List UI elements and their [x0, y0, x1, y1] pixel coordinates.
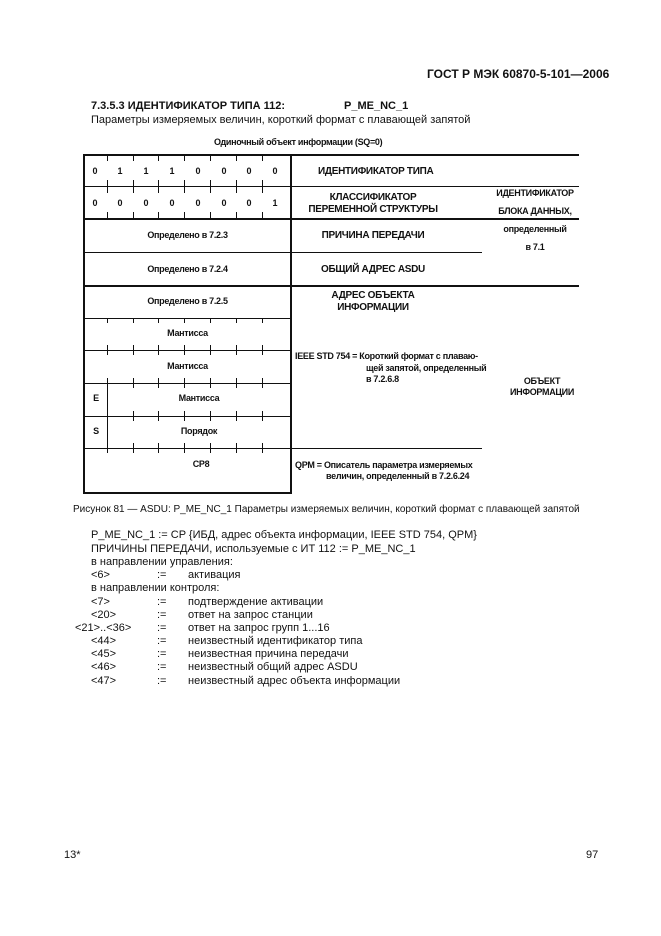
section-subtitle: Параметры измеряемых величин, короткий формат с плавающей запятой	[91, 114, 471, 126]
row-mantissa-3: Мантисса	[178, 393, 220, 403]
cause-text: неизвестная причина передачи	[188, 648, 349, 660]
row-defined-724: Определено в 7.2.4	[147, 264, 228, 274]
cause-op: :=	[157, 661, 167, 673]
row1-bit: 0	[221, 166, 227, 176]
cause-code: <6>	[91, 569, 110, 581]
cause-text: неизвестный общий адрес ASDU	[188, 661, 358, 673]
figure-caption: Рисунок 81 — ASDU: P_ME_NC_1 Параметры измеряемых величин, короткий формат с плавающей запятой	[73, 504, 580, 515]
causes-line: ПРИЧИНЫ ПЕРЕДАЧИ, используемые с ИТ 112 := P_ME_NC_1	[91, 543, 416, 555]
cause-op: :=	[157, 596, 167, 608]
row-exponent-bit: E	[93, 393, 99, 403]
asdu-address-label: ОБЩИЙ АДРЕС ASDU	[321, 264, 425, 275]
cause-code: <45>	[91, 648, 117, 660]
classifier-label-1: КЛАССИФИКАТОР	[329, 192, 417, 203]
object-address-label-1: АДРЕС ОБЪЕКТА	[331, 290, 415, 301]
dui-label-3: определенный	[503, 224, 567, 234]
page-number: 97	[586, 849, 599, 861]
cause-text: ответ на запрос групп 1...16	[188, 622, 330, 634]
row1-bit: 0	[272, 166, 278, 176]
cause-op: :=	[157, 648, 167, 660]
row1-bit: 0	[246, 166, 252, 176]
info-object-label-2: ИНФОРМАЦИИ	[509, 387, 575, 397]
cause-text: ответ на запрос станции	[188, 609, 313, 621]
cause-op: :=	[157, 569, 167, 581]
cause-label: ПРИЧИНА ПЕРЕДАЧИ	[321, 230, 425, 241]
cause-code: <47>	[91, 675, 117, 687]
row2-bit: 1	[272, 198, 278, 208]
qpm-label-2: величин, определенный в 7.2.6.24	[326, 471, 470, 481]
ieee-label-1: IEEE STD 754 = Короткий формат с плаваю-	[295, 351, 478, 361]
row2-bit: 0	[246, 198, 252, 208]
table-caption: Одиночный объект информации (SQ=0)	[214, 137, 383, 147]
row2-bit: 0	[117, 198, 123, 208]
row2-bit: 0	[143, 198, 149, 208]
page-mark-left: 13*	[64, 849, 81, 861]
dui-label-1: ИДЕНТИФИКАТОР	[496, 188, 574, 198]
cause-text: активация	[188, 569, 241, 581]
classifier-label-2: ПЕРЕМЕННОЙ СТРУКТУРЫ	[308, 204, 438, 215]
row1-bit: 0	[92, 166, 98, 176]
cause-op: :=	[157, 609, 167, 621]
dui-label-2: БЛОКА ДАННЫХ,	[498, 206, 572, 216]
cause-op: :=	[157, 675, 167, 687]
monitor-direction: в направлении контроля:	[91, 582, 220, 594]
cause-code: <44>	[91, 635, 117, 647]
row-mantissa-2: Мантисса	[167, 361, 208, 371]
row1-bit: 0	[195, 166, 201, 176]
row1-bit: 1	[169, 166, 175, 176]
row-exponent: Порядок	[180, 426, 218, 436]
row1-bit: 1	[117, 166, 123, 176]
cause-op: :=	[157, 635, 167, 647]
definition-line: P_ME_NC_1 := CP {ИБД, адрес объекта информации, IEEE STD 754, QPM}	[91, 529, 477, 541]
cause-code: <46>	[91, 661, 117, 673]
row1-bit: 1	[143, 166, 149, 176]
cause-text: неизвестный идентификатор типа	[188, 635, 363, 647]
row2-bit: 0	[221, 198, 227, 208]
cause-text: неизвестный адрес объекта информации	[188, 675, 401, 687]
ieee-label-3: в 7.2.6.8	[366, 374, 399, 384]
row2-bit: 0	[195, 198, 201, 208]
row-mantissa-1: Мантисса	[167, 328, 208, 338]
row-cp8: СР8	[192, 459, 210, 469]
ieee-label-2: щей запятой, определенный	[366, 363, 487, 373]
qpm-label-1: QPM = Описатель параметра измеряемых	[295, 460, 473, 470]
type-id-label: ИДЕНТИФИКАТОР ТИПА	[318, 166, 434, 177]
row2-bit: 0	[169, 198, 175, 208]
cause-code: <20>	[91, 609, 117, 621]
cause-op: :=	[157, 622, 167, 634]
dui-label-4: в 7.1	[525, 242, 545, 252]
section-code: P_ME_NC_1	[344, 100, 409, 112]
standard-header: ГОСТ Р МЭК 60870-5-101—2006	[427, 67, 610, 81]
control-direction: в направлении управления:	[91, 556, 233, 568]
cause-text: подтверждение активации	[188, 596, 324, 608]
object-address-label-2: ИНФОРМАЦИИ	[337, 302, 409, 313]
cause-code: <21>..<36>	[75, 622, 132, 634]
row-sign-bit: S	[93, 426, 99, 436]
cause-code: <7>	[91, 596, 110, 608]
section-title: 7.3.5.3 ИДЕНТИФИКАТОР ТИПА 112:	[91, 100, 286, 112]
row2-bit: 0	[92, 198, 98, 208]
row-defined-723: Определено в 7.2.3	[147, 230, 228, 240]
info-object-label-1: ОБЪЕКТ	[523, 376, 561, 386]
row-defined-725: Определено в 7.2.5	[147, 296, 228, 306]
